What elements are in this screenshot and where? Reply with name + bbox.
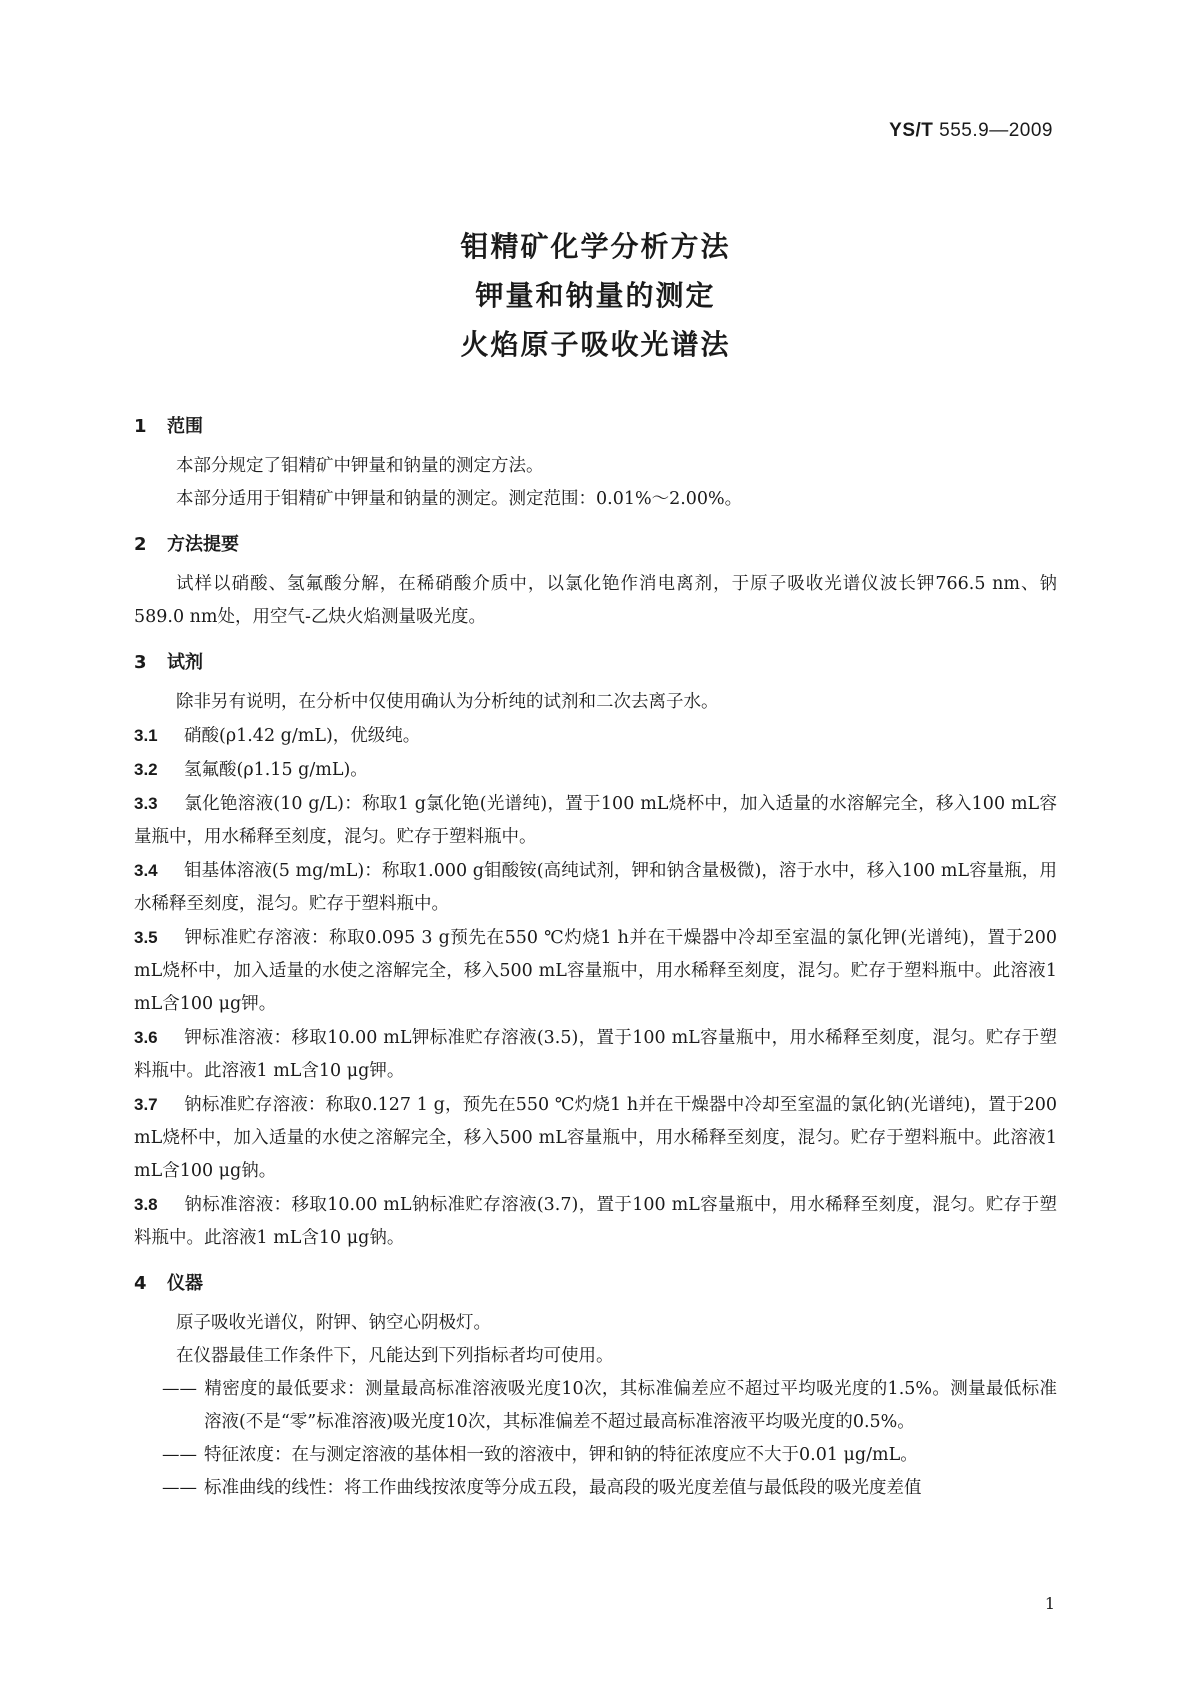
document-body [134,412,1057,1505]
section-title: 试剂 [167,652,203,673]
principle-paragraph: 试样以硝酸、氢氟酸分解，在稀硝酸介质中，以氯化铯作消电离剂，于原子吸收光谱仪波长钾766.5 nm、钠589.0 nm处，用空气-乙炔火焰测量吸光度。 [134,574,1057,627]
reagent-item [134,719,1057,753]
reagent-item [134,753,1057,787]
reagent-number: 3.1 [134,726,158,745]
requirement-linearity [134,1472,1057,1505]
section-heading-principle [134,530,1057,560]
requirement-text: 特征浓度：在与测定溶液的基体相一致的溶液中，钾和钠的特征浓度应不大于0.01 μg/mL。 [204,1445,918,1465]
requirement-characteristic-concentration [134,1439,1057,1472]
reagent-number: 3.2 [134,760,158,779]
reagent-item [134,1088,1057,1188]
section-heading-apparatus [134,1269,1057,1299]
dash-mark: —— [162,1478,197,1498]
section-number: 1 [134,416,147,437]
section-heading-scope [134,412,1057,442]
reagent-item [134,787,1057,854]
reagent-number: 3.4 [134,861,158,880]
reagent-text: 钠标准溶液：移取10.00 mL钠标准贮存溶液(3.7)，置于100 mL容量瓶中，用水稀释至刻度，混匀。贮存于塑料瓶中。此溶液1 mL含10 μg钠。 [134,1195,1057,1248]
section-number: 3 [134,652,147,673]
title-line-3: 火焰原子吸收光谱法 [460,328,731,361]
standard-code-prefix: YS/T [889,120,934,141]
section-title: 范围 [167,416,203,437]
reagent-text: 钾标准贮存溶液：称取0.095 3 g预先在550 ℃灼烧1 h并在干燥器中冷却至室温的氯化钾(光谱纯)，置于200 mL烧杯中，加入适量的水使之溶解完全，移入500 mL容量瓶中，用水稀释至刻度，混匀。贮存于塑料瓶中。此溶液1 mL含100 μg钾。 [134,928,1057,1014]
reagent-number: 3.8 [134,1195,158,1214]
section-number: 2 [134,534,147,555]
reagent-text: 硝酸(ρ1.42 g/mL)，优级纯。 [184,726,421,746]
reagent-text: 钼基体溶液(5 mg/mL)：称取1.000 g钼酸铵(高纯试剂，钾和钠含量极微)，溶于水中，移入100 mL容量瓶，用水稀释至刻度，混匀。贮存于塑料瓶中。 [134,861,1057,914]
section-title: 仪器 [167,1273,203,1294]
reagent-number: 3.5 [134,928,158,947]
reagent-text: 钠标准贮存溶液：称取0.127 1 g，预先在550 ℃灼烧1 h并在干燥器中冷却至室温的氯化钠(光谱纯)，置于200 mL烧杯中，加入适量的水使之溶解完全，移入500 mL容量瓶中，用水稀释至刻度，混匀。贮存于塑料瓶中。此溶液1 mL含100 μg钠。 [134,1095,1057,1181]
title-line-2: 钾量和钠量的测定 [475,279,716,312]
requirement-text: 标准曲线的线性：将工作曲线按浓度等分成五段，最高段的吸光度差值与最低段的吸光度差值 [204,1478,922,1498]
scope-paragraph-2: 本部分适用于钼精矿中钾量和钠量的测定。测定范围：0.01%～2.00%。 [176,489,743,509]
reagent-number: 3.6 [134,1028,158,1047]
reagent-text: 氯化铯溶液(10 g/L)：称取1 g氯化铯(光谱纯)，置于100 mL烧杯中，加入适量的水溶解完全，移入100 mL容量瓶中，用水稀释至刻度，混匀。贮存于塑料瓶中。 [134,794,1057,847]
document-title [0,222,1191,369]
reagent-number: 3.7 [134,1095,158,1114]
reagent-item [134,921,1057,1021]
dash-mark: —— [162,1445,197,1465]
page-number: 1 [1044,1594,1055,1613]
requirement-precision [134,1373,1057,1439]
scope-paragraph-1: 本部分规定了钼精矿中钾量和钠量的测定方法。 [176,456,544,476]
reagent-text: 氢氟酸(ρ1.15 g/mL)。 [184,760,368,780]
reagents-intro: 除非另有说明，在分析中仅使用确认为分析纯的试剂和二次去离子水。 [176,692,719,712]
standard-code-number: 555.9—2009 [939,120,1053,141]
apparatus-paragraph-1: 原子吸收光谱仪，附钾、钠空心阴极灯。 [176,1313,491,1333]
reagent-text: 钾标准溶液：移取10.00 mL钾标准贮存溶液(3.5)，置于100 mL容量瓶中，用水稀释至刻度，混匀。贮存于塑料瓶中。此溶液1 mL含10 μg钾。 [134,1028,1057,1081]
title-line-1: 钼精矿化学分析方法 [460,230,731,263]
reagent-item [134,1021,1057,1088]
section-heading-reagents [134,648,1057,678]
section-number: 4 [134,1273,147,1294]
reagent-number: 3.3 [134,794,158,813]
dash-mark: —— [162,1379,197,1399]
standard-code [889,120,1053,142]
reagent-item [134,1188,1057,1255]
section-title: 方法提要 [167,534,239,555]
requirement-text: 精密度的最低要求：测量最高标准溶液吸光度10次，其标准偏差应不超过平均吸光度的1.5%。测量最低标准溶液(不是“零”标准溶液)吸光度10次，其标准偏差不超过最高标准溶液平均吸光度的0.5%。 [204,1379,1057,1432]
reagent-item [134,854,1057,921]
apparatus-paragraph-2: 在仪器最佳工作条件下，凡能达到下列指标者均可使用。 [176,1346,614,1366]
